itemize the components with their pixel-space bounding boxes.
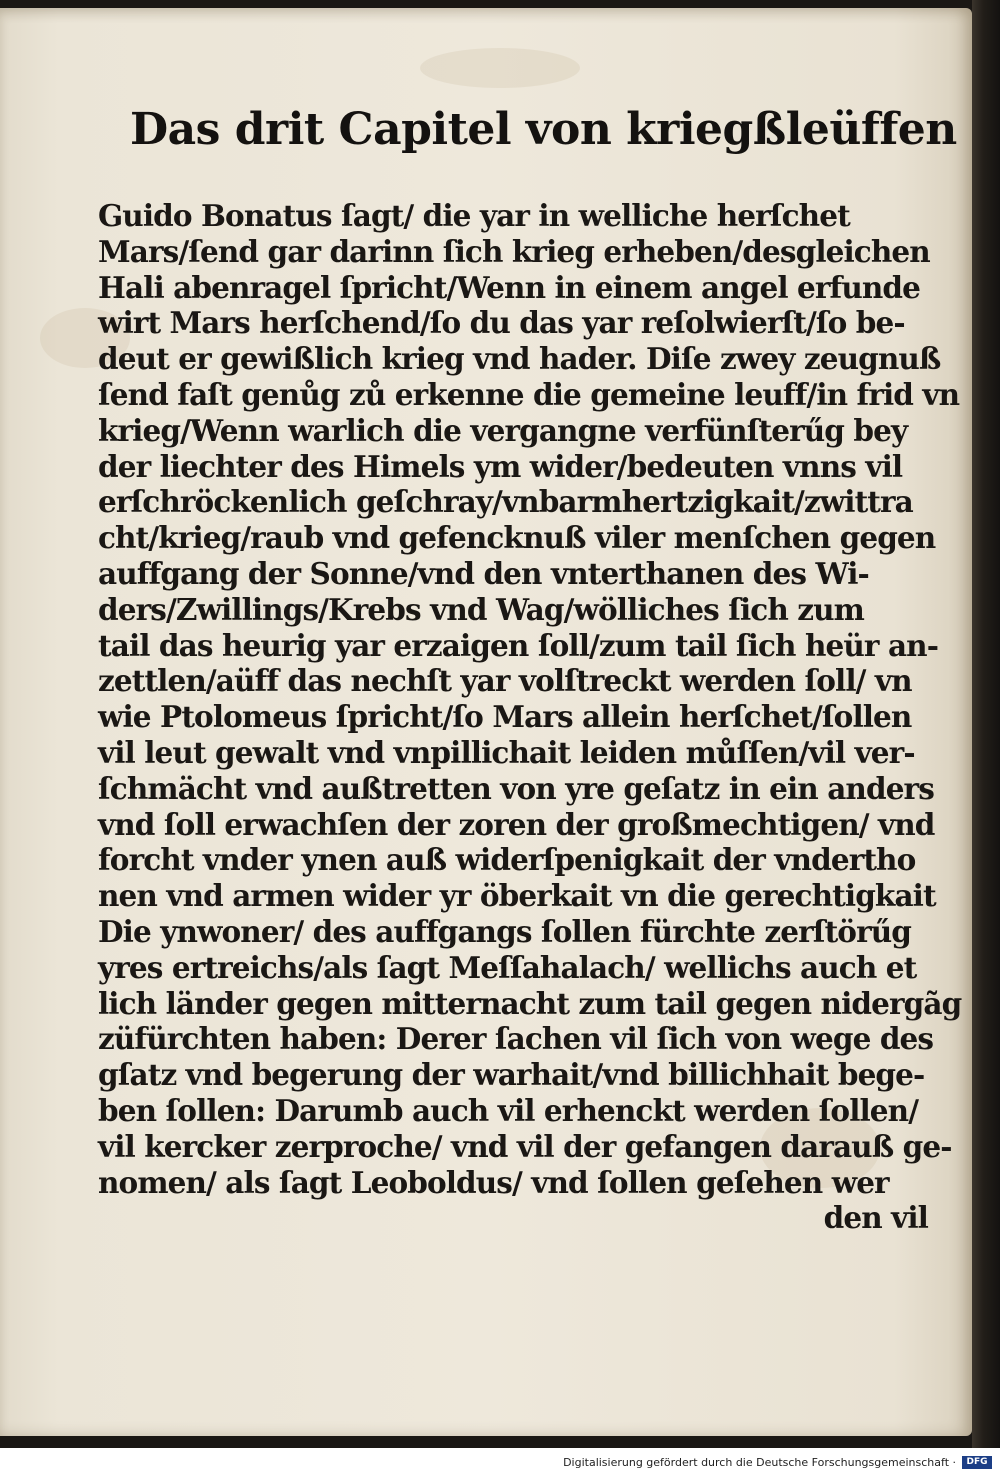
text-line: zettlen/aüff das nechſt yar volſtreckt werden ſoll/ vn (98, 663, 912, 699)
text-line: wirt Mars herſchend/ſo du das yar reſolwierſt/ſo be- (98, 305, 905, 341)
text-line: nomen/ als ſagt Leoboldus/ vnd ſollen geſehen wer (98, 1164, 889, 1200)
text-line: Hali abenragel ſpricht/Wenn in einem angel erfunde (98, 269, 921, 305)
text-line: gſatz vnd begerung der warhait/vnd billichhait bege- (98, 1057, 925, 1093)
text-line: Mars/ſend gar darinn ſich krieg erheben/desgleichen (98, 233, 930, 269)
text-line: Die ynwoner/ des auffgangs ſollen fürchte zerſtörűg (98, 913, 911, 949)
text-line: ſchmächt vnd außtretten von yre geſatz in ein anders (98, 770, 934, 806)
funding-credit: Digitalisierung gefördert durch die Deutsche Forschungsgemeinschaft · (563, 1456, 956, 1469)
text-line: lich länder gegen mitternacht zum tail gegen nidergãg (98, 985, 962, 1021)
book-binding-edge (972, 0, 1000, 1448)
paper-stain (420, 48, 580, 88)
text-line: vil leut gewalt vnd vnpillichait leiden můſſen/vil ver- (98, 734, 915, 770)
text-line: tail das heurig yar erzaigen ſoll/zum tail ſich heür an- (98, 627, 939, 663)
catchword-line: den vil (823, 1200, 928, 1236)
text-line: vnd ſoll erwachſen der zoren der großmechtigen/ vnd (98, 806, 935, 842)
text-line: nen vnd armen wider yr öberkait vn die gerechtigkait (98, 878, 936, 914)
text-line: ders/Zwillings/Krebs vnd Wag/wölliches ſich zum (98, 591, 864, 627)
text-line: ben ſollen: Darumb auch vil erhenckt werden ſollen/ (98, 1092, 919, 1128)
text-line: züfürchten haben: Derer ſachen vil ſich von wege des (98, 1021, 934, 1057)
text-line: yres ertreichs/als ſagt Meſſahalach/ wellichs auch et (98, 949, 917, 985)
body-text (98, 198, 962, 1236)
text-line: ſend faſt genůg zů erkenne die gemeine leuff/in frid vn (98, 376, 960, 412)
text-line: krieg/Wenn warlich die vergangne verfünſterűg bey (98, 412, 908, 448)
text-line: der liechter des Himels ym wider/bedeuten vnns vil (98, 448, 903, 484)
dfg-logo-icon: DFG (962, 1456, 992, 1469)
text-line: cht/krieg/raub vnd gefencknuß viler menſchen gegen (98, 520, 936, 556)
text-line: wie Ptolomeus ſpricht/ſo Mars allein herſchet/ſollen (98, 699, 912, 735)
chapter-heading: Das drit Capitel von kriegßleüffen (130, 104, 957, 155)
text-line: Guido Bonatus ſagt/ die yar in welliche herſchet (98, 198, 850, 233)
text-line: erſchröckenlich geſchray/vnbarmhertzigkait/zwittra (98, 484, 913, 520)
text-line: vil kercker zerproche/ vnd vil der gefangen darauß ge- (98, 1128, 952, 1164)
text-line: forcht vnder ynen auß widerſpenigkait der vndertho (98, 842, 916, 878)
text-line: deut er gewißlich krieg vnd hader. Diſe zwey zeugnuß (98, 341, 941, 377)
book-page (0, 8, 972, 1436)
digitization-footer (0, 1448, 1000, 1476)
text-line: auffgang der Sonne/vnd den vnterthanen des Wi- (98, 555, 869, 591)
